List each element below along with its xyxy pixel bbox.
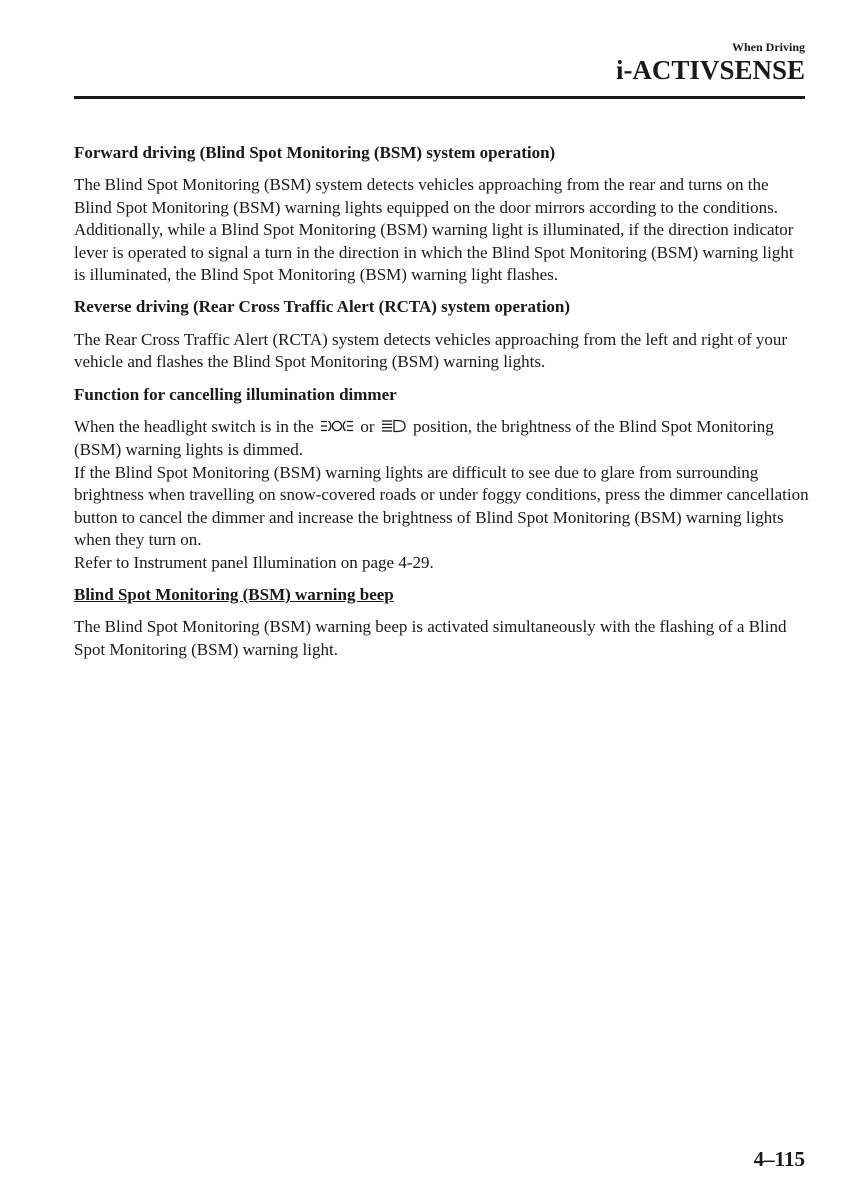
section-heading: Reverse driving (Rear Cross Traffic Alert (RCTA) system operation) bbox=[74, 297, 571, 317]
section-reverse-driving bbox=[74, 296, 809, 373]
text-fragment: When the headlight switch is in the bbox=[74, 417, 314, 437]
parking-light-icon bbox=[320, 417, 354, 439]
section-body: The Rear Cross Traffic Alert (RCTA) system detects vehicles approaching from the left and right of your vehicle and flashes the Blind Spot Monitoring (BSM) warning lights. bbox=[74, 329, 788, 372]
section-body-line-1 bbox=[74, 416, 809, 462]
section-heading: Function for cancelling illumination dimmer bbox=[74, 384, 397, 404]
section-dimmer-cancel bbox=[74, 384, 809, 574]
section-body: The Blind Spot Monitoring (BSM) warning beep is activated simultaneously with the flashing of a Blind Spot Monitoring (BSM) warning light. bbox=[74, 617, 787, 659]
headlight-icon bbox=[381, 417, 407, 439]
page-number: 4–115 bbox=[753, 1147, 805, 1171]
page-content bbox=[74, 142, 809, 671]
text-fragment: or bbox=[360, 417, 375, 437]
section-body-line-3: Refer to Instrument panel Illumination on page 4-29. bbox=[74, 552, 434, 572]
section-title: When Driving bbox=[731, 40, 805, 54]
header-rule bbox=[74, 96, 805, 99]
text-fragment: position, the brightness of the Blind Spot Monitoring (BSM) warning lights is dimmed. bbox=[74, 417, 774, 460]
section-body: The Blind Spot Monitoring (BSM) system detects vehicles approaching from the rear and turns on the Blind Spot Monitoring (BSM) warning lights equipped on the door mirrors according to the conditions. Additionally, while a Blind Spot Monitoring (BSM) warning light is illuminated, if the direction indicator lever is operated to signal a turn in the direction in which the Blind Spot Monitoring (BSM) warning light is illuminated, the Blind Spot Monitoring (BSM) warning light flashes. bbox=[74, 175, 794, 285]
section-forward-driving bbox=[74, 142, 809, 286]
section-warning-beep bbox=[74, 584, 809, 661]
section-heading: Forward driving (Blind Spot Monitoring (BSM) system operation) bbox=[74, 143, 556, 162]
running-header bbox=[616, 40, 805, 85]
section-heading: Blind Spot Monitoring (BSM) warning beep bbox=[74, 584, 394, 604]
section-body-line-2: If the Blind Spot Monitoring (BSM) warning lights are difficult to see due to glare from surrounding brightness when travelling on snow-covered roads or under foggy conditions, press the dimmer cancellation button to cancel the dimmer and increase the brightness of Blind Spot Monitoring (BSM) warning lights when they turn on. bbox=[74, 462, 809, 550]
chapter-title: i-ACTIVSENSE bbox=[615, 55, 805, 85]
